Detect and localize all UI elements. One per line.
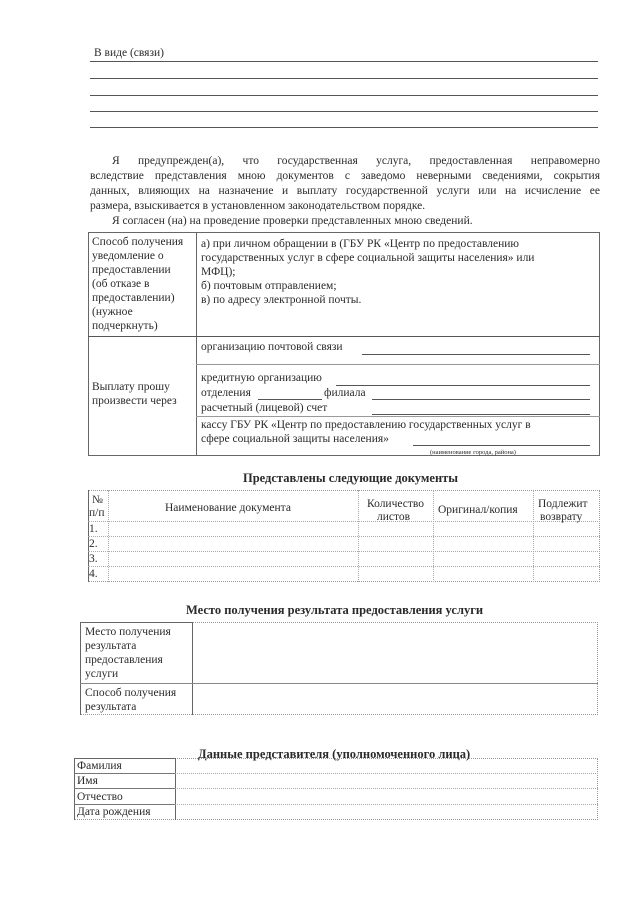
cash-option[interactable]: кассу ГБУ РК «Центр по предоставлению государственных услуг в [201, 419, 531, 431]
warning-line-4: размера, взыскивается в установленном законодательством порядке. [90, 200, 426, 212]
contact-method-label: В виде (связи) [94, 47, 164, 59]
warning-line-3: данных, влияющих на назначение и выплату государственной услуги или на исчисление ее [90, 185, 600, 197]
credit-option[interactable]: кредитную организацию [201, 372, 322, 384]
result-place-line: предоставления [85, 654, 163, 666]
result-place-line: результата [85, 640, 137, 652]
notification-label-line: Способ получения [92, 236, 184, 248]
option-personal-cont: государственных услуг в сфере социальной защиты населения» или [201, 252, 535, 264]
notification-method-label [92, 235, 183, 333]
blank-line [90, 127, 598, 128]
header-return: Подлежит [538, 498, 588, 510]
table-divider [196, 232, 197, 456]
result-method-line: результата [85, 701, 137, 713]
blank-line [90, 78, 598, 79]
option-personal[interactable]: а) при личном обращении в (ГБУ РК «Центр по предоставлению [201, 238, 519, 250]
header-doc-name: Наименование документа [165, 502, 291, 514]
option-email[interactable]: в) по адресу электронной почты. [201, 294, 362, 306]
notification-options [201, 237, 534, 307]
row-divider [88, 551, 600, 552]
birthdate-label: Дата рождения [77, 806, 151, 818]
header-return-sub: возврату [540, 511, 583, 523]
postal-field[interactable] [362, 354, 590, 355]
patronymic-field[interactable] [178, 790, 596, 803]
rep-table-divider [175, 758, 176, 820]
cash-field-note: (наименование города, района) [430, 449, 516, 456]
postal-option[interactable]: организацию почтовой связи [201, 341, 343, 353]
rep-table-left [74, 758, 75, 820]
blank-line [90, 95, 598, 96]
surname-label: Фамилия [77, 760, 122, 772]
table-row-number: 3. [89, 553, 98, 565]
name-field[interactable] [178, 774, 596, 787]
account-field[interactable] [372, 414, 590, 415]
result-place-label [85, 625, 171, 681]
result-place-line: Место получения [85, 626, 171, 638]
notification-label-line: предоставлении) [92, 292, 175, 304]
row-divider [88, 521, 600, 522]
contact-method-line [90, 61, 598, 62]
name-label: Имя [77, 775, 98, 787]
filial-label: филиала [324, 387, 366, 399]
filial-field[interactable] [372, 399, 590, 400]
table-row-number: 4. [89, 568, 98, 580]
table-row-number: 2. [89, 538, 98, 550]
result-title: Место получения результата предоставления услуги [186, 603, 484, 617]
result-place-line: услуги [85, 668, 119, 680]
header-original-copy: Оригинал/копия [438, 504, 518, 516]
result-row-divider [80, 683, 598, 684]
result-method-field[interactable] [196, 686, 594, 712]
notification-label-line: (об отказе в [92, 278, 150, 290]
branch-field[interactable] [258, 399, 322, 400]
consent-line: Я согласен (на) на проведение проверки представленных мною сведений. [112, 215, 473, 227]
notification-label-line: подчеркнуть) [92, 320, 158, 332]
documents-title: Представлены следующие документы [243, 471, 459, 485]
surname-field[interactable] [178, 759, 596, 772]
row-divider [88, 566, 600, 567]
payment-label [92, 380, 177, 408]
result-table-left [80, 622, 81, 715]
payment-label-line: Выплату прошу [92, 381, 170, 393]
result-method-label [85, 686, 176, 714]
payment-label-line: произвести через [92, 395, 177, 407]
table-row-divider [196, 364, 600, 365]
result-table-top [80, 622, 192, 623]
notification-label-line: предоставлении [92, 264, 171, 276]
representative-title: Данные представителя (уполномоченного лица) [198, 747, 471, 761]
branch-label: отделения [201, 387, 251, 399]
result-place-field[interactable] [196, 625, 594, 681]
result-method-line: Способ получения [85, 687, 177, 699]
account-label: расчетный (лицевой) счет [201, 402, 328, 414]
patronymic-label: Отчество [77, 791, 123, 803]
table-row-number: 1. [89, 523, 98, 535]
blank-line [90, 111, 598, 112]
cash-option-cont: сфере социальной защиты населения» [201, 433, 389, 445]
notification-label-line: уведомление о [92, 250, 164, 262]
option-mail[interactable]: б) почтовым отправлением; [201, 280, 337, 292]
result-table-divider [192, 622, 193, 715]
warning-line-2: вследствие представления мною документов с заведомо неверными сведениями, сокрытия [90, 170, 600, 182]
birthdate-field[interactable] [178, 805, 596, 818]
rep-row-divider [74, 788, 175, 789]
header-number: № [92, 494, 103, 506]
header-number-sub: п/п [89, 507, 105, 519]
rep-row-divider [175, 788, 598, 789]
table-row-divider [196, 416, 600, 417]
row-divider [88, 536, 600, 537]
table-row-divider [88, 336, 600, 337]
header-quantity: Количество [367, 498, 424, 510]
option-personal-cont: МФЦ); [201, 266, 236, 278]
notification-label-line: (нужное [92, 306, 133, 318]
credit-field[interactable] [336, 385, 590, 386]
warning-line-1: Я предупрежден(а), что государственная услуга, предоставленная неправомерно [112, 155, 600, 167]
header-quantity-sub: листов [377, 511, 411, 523]
